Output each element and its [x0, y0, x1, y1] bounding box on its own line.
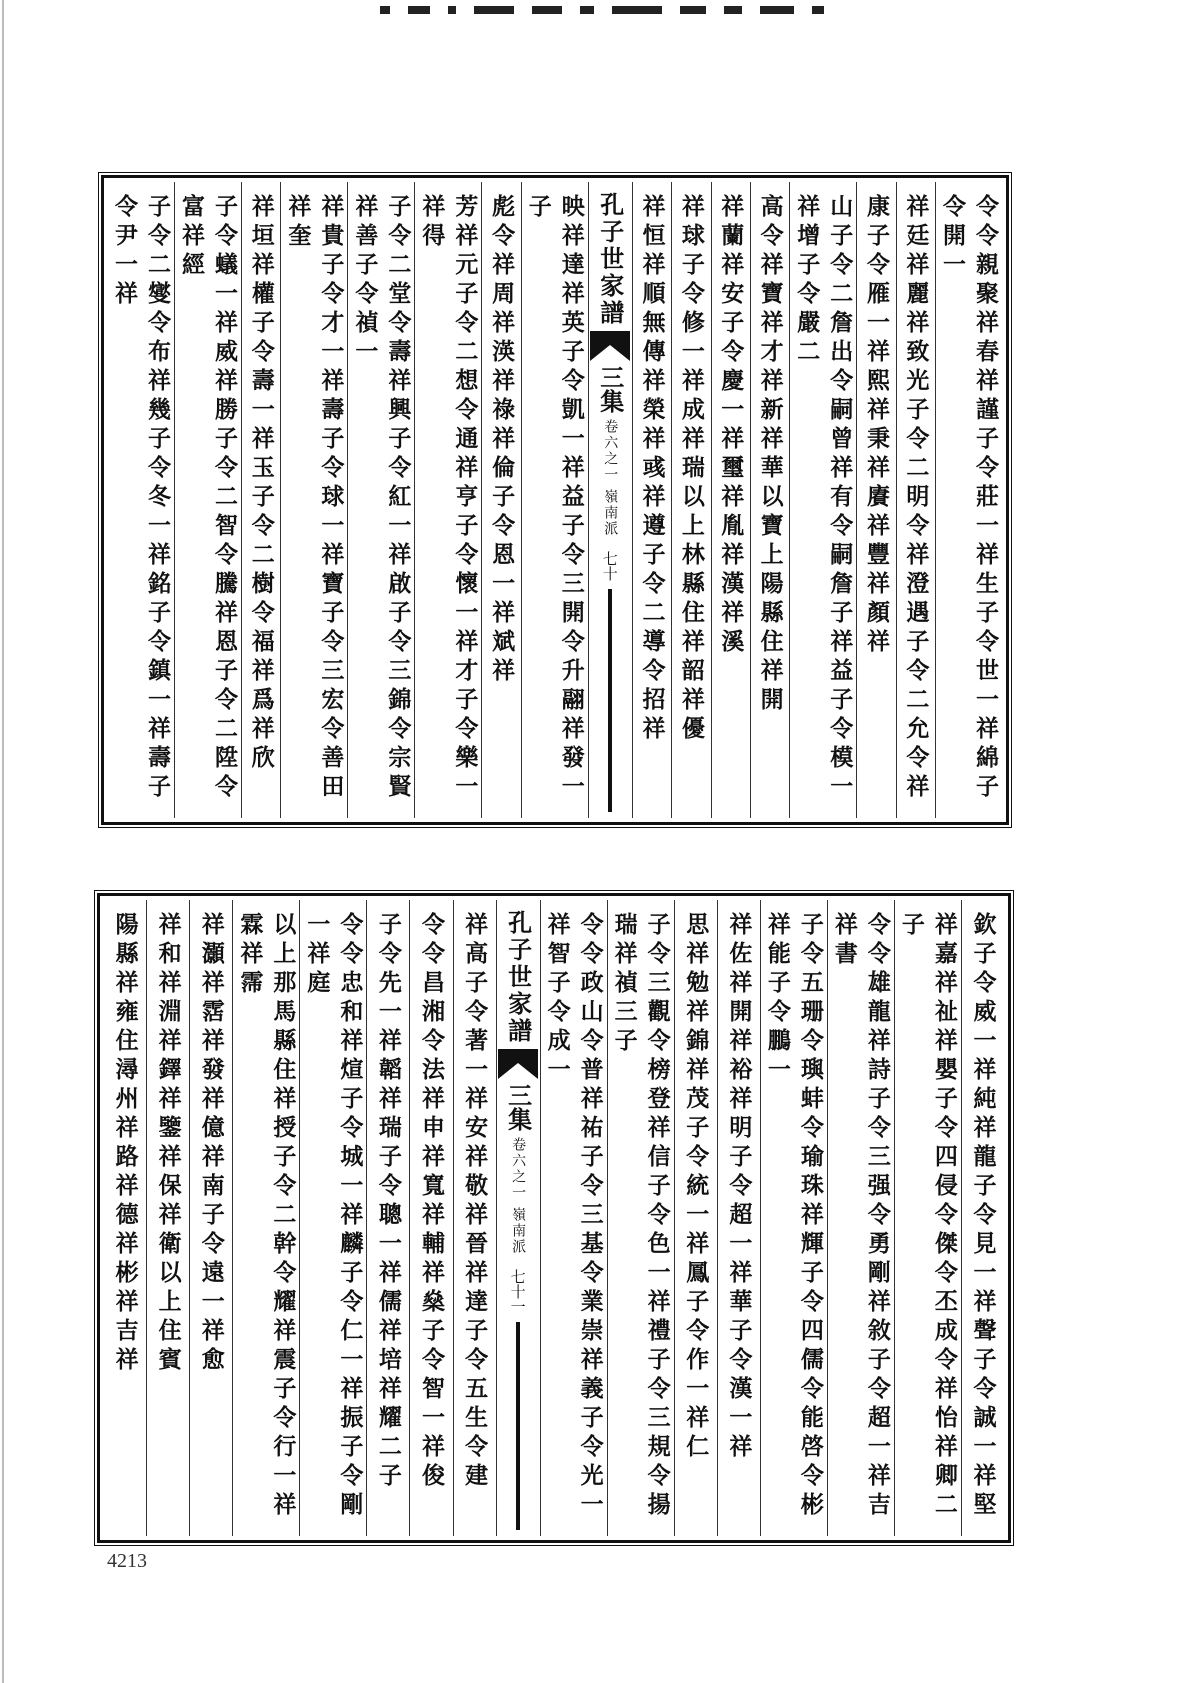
text-column [241, 182, 280, 818]
text-column [711, 182, 750, 818]
column-text: 子令三觀令榜登祥信子令色一祥禮子令三規令揚瑞祥禎三子 [610, 912, 671, 1521]
collection-label: 三集 [595, 365, 625, 413]
text-column [280, 182, 347, 818]
column-text: 子令先一祥韜祥瑞子令聰一祥儒祥培祥耀二子 [374, 912, 402, 1492]
branch-label: 嶺南派 [510, 1207, 527, 1255]
top-page-columns [108, 182, 1002, 818]
text-column [671, 182, 710, 818]
column-text: 子令蟻一祥威祥勝子令二智令騰祥恩子令二陞令富祥經 [178, 194, 238, 803]
column-text: 祥廷祥麗祥致光子令二明令祥澄遇子令二允令祥 [902, 194, 930, 803]
text-column [750, 182, 789, 818]
column-text: 祥垣祥權子令壽一祥玉子令二樹令福祥爲祥欣 [247, 194, 275, 774]
column-text: 欽子令威一祥純祥龍子令見一祥聲子令誠一祥堅 [969, 912, 997, 1521]
text-column [347, 182, 414, 818]
text-column [827, 900, 894, 1536]
column-text: 祥佐祥開祥裕祥明子令超一祥華子令漢一祥 [725, 912, 753, 1463]
column-text: 祥恒祥順無傳祥榮祥彧祥遵子令二導令招祥 [638, 194, 666, 745]
text-column [299, 900, 366, 1536]
collection-label: 三集 [503, 1083, 533, 1131]
text-column [409, 900, 452, 1536]
scan-page-number: 4213 [107, 1550, 147, 1572]
text-column [174, 182, 241, 818]
column-text: 高令祥寶祥才祥新祥華以寶上陽縣住祥開 [756, 194, 784, 716]
fish-tail-mark-icon [498, 1049, 538, 1079]
volume-label: 卷六之一 [510, 1137, 527, 1201]
text-column [481, 182, 520, 818]
column-text: 祥高子令著一祥安祥敬祥晉祥達子令五生令建 [461, 912, 489, 1492]
volume-label: 卷六之一 [602, 419, 619, 483]
text-column [896, 182, 935, 818]
column-text: 子令二堂令壽祥興子令紅一祥啟子令三錦令宗賢祥善子令禎一 [351, 194, 412, 803]
center-margin-column [588, 182, 632, 818]
column-text: 以上那馬縣住祥授子令二幹令耀祥震子令行一祥霖祥霈 [236, 912, 297, 1521]
column-text: 令令親聚祥春祥謹子令莊一祥生子令世一祥綿子令開一 [939, 194, 999, 803]
center-margin-column [496, 900, 540, 1536]
column-text: 陽縣祥雍住潯州祥路祥德祥彬祥吉祥 [111, 912, 139, 1376]
column-text: 山子令二詹出令嗣曾祥有令嗣詹子祥益子令模一祥增子令嚴二 [793, 194, 854, 803]
folio-number: 七十 [600, 551, 619, 581]
text-column [414, 182, 481, 818]
text-column [632, 182, 671, 818]
column-text: 映祥達祥英子令凱一祥益子令三開令升翮祥發一子 [524, 194, 585, 803]
text-column [961, 900, 1004, 1536]
text-column [894, 900, 961, 1536]
folio-number: 七十一 [508, 1269, 527, 1314]
text-column [108, 182, 174, 818]
text-column [146, 900, 189, 1536]
column-text: 祥灝祥霑祥發祥億祥南子令遠一祥愈 [197, 912, 225, 1376]
text-column [607, 900, 674, 1536]
book-title: 孔子世家譜 [503, 910, 533, 1045]
fish-tail-mark-icon [590, 331, 630, 361]
column-text: 芳祥元子令二想令通祥亨子令懷一祥才子令樂一祥得 [418, 194, 479, 803]
column-text: 祥和祥淵祥鐸祥鑒祥保祥衛以上住賓 [154, 912, 182, 1376]
text-column [789, 182, 856, 818]
book-title: 孔子世家譜 [595, 192, 625, 327]
column-text: 令令昌湘令法祥申祥寬祥輔祥燊子令智一祥俊 [418, 912, 445, 1492]
column-text: 祥球子令修一祥成祥瑞以上林縣住祥韶祥優 [677, 194, 705, 745]
column-text: 康子令雁一祥熙祥秉祥賡祥豐祥顏祥 [862, 194, 890, 658]
text-column [674, 900, 717, 1536]
column-text: 令令忠和祥煊子令城一祥麟子令仁一祥振子令剛一祥庭 [303, 912, 364, 1521]
text-column [935, 182, 1002, 818]
center-rule [608, 589, 612, 812]
column-text: 令令政山令普祥祐子令三基令業崇祥義子令光一祥智子令成一 [543, 912, 604, 1521]
column-text: 子令五珊令璵蚌令瑜珠祥輝子令四儒令能啓令彬祥能子令鵬一 [763, 912, 824, 1521]
column-text: 祥蘭祥安子令慶一祥璽祥胤祥漢祥溪 [717, 194, 745, 658]
text-column [717, 900, 760, 1536]
scan-edge-line [2, 0, 4, 1683]
top-page-panel [101, 175, 1009, 825]
column-text: 祥嘉祥祉祥嬰子令四侵令傑令丕成令祥怡祥卿二子 [897, 912, 958, 1521]
text-column [232, 900, 299, 1536]
text-column [366, 900, 409, 1536]
column-text: 思祥勉祥錦祥茂子令統一祥鳳子令作一祥仁 [682, 912, 710, 1463]
column-text: 子令二燮令布祥幾子令冬一祥銘子令鎮一祥壽子令尹一祥 [111, 194, 171, 803]
text-column [521, 182, 588, 818]
column-text: 令令雄龍祥詩子令三强令勇剛祥敘子令超一祥吉祥書 [830, 912, 891, 1521]
column-text: 彪令祥周祥渶祥祿祥倫子令恩一祥斌祥 [488, 194, 516, 687]
text-column [104, 900, 146, 1536]
bottom-page-columns [104, 900, 1004, 1536]
text-column [760, 900, 827, 1536]
text-column [856, 182, 895, 818]
bottom-page-panel [97, 893, 1011, 1543]
cropped-header-residue [380, 6, 940, 18]
text-column [189, 900, 232, 1536]
branch-label: 嶺南派 [602, 489, 619, 537]
center-rule [516, 1322, 520, 1530]
column-text: 祥貴子令才一祥壽子令球一祥寶子令三宏令善田祥奎 [284, 194, 345, 803]
text-column [540, 900, 607, 1536]
text-column [453, 900, 496, 1536]
